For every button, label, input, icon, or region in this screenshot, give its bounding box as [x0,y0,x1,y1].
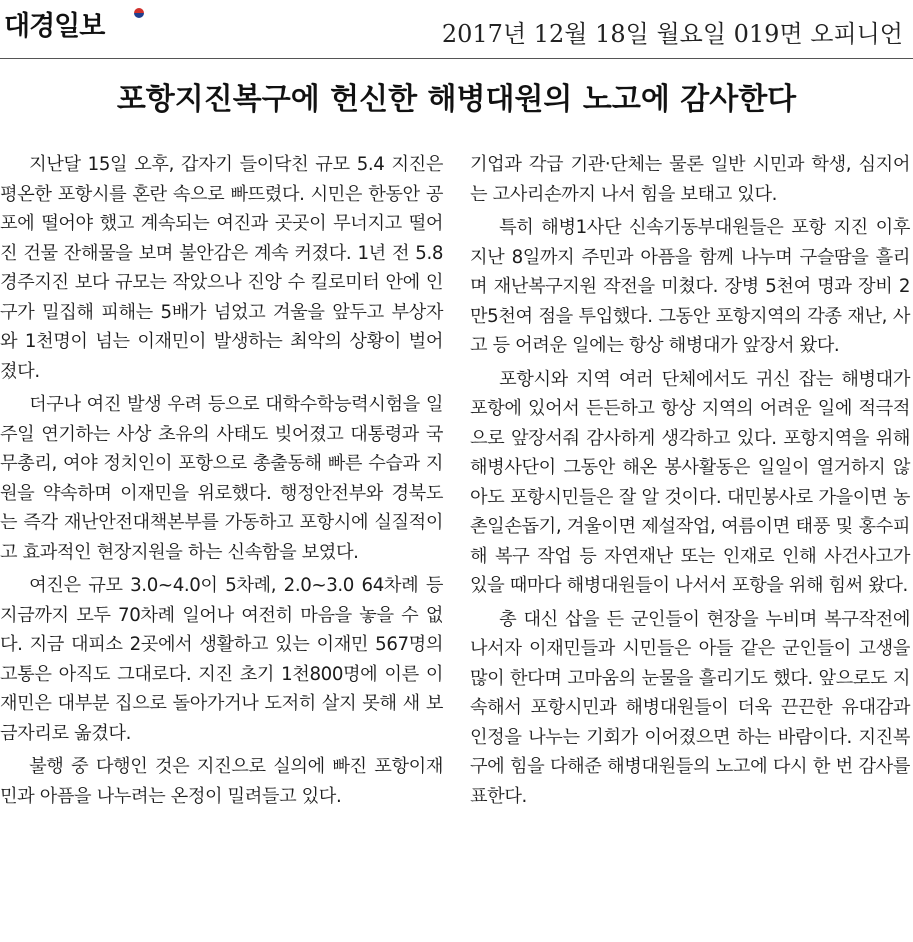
header-rule [0,58,913,59]
paragraph: 특히 해병1사단 신속기동부대원들은 포항 지진 이후 지난 8일까지 주민과 아픔을 함께 나누며 구슬땀을 흘리며 재난복구지원 작전을 미쳤다. 장병 5천여 명과 장비 2만5천여 점을 투입했다. 그동안 포항지역의 각종 재난, 사고 등 어려운 일에는 항상 해병대가 앞장서 왔다. [470,217,910,356]
article-column-left [0,150,443,815]
paragraph: 지난달 15일 오후, 갑자기 들이닥친 규모 5.4 지진은 평온한 포항시를 혼란 속으로 빠뜨렸다. 시민은 한동안 공포에 떨어야 했고 계속되는 여진과 곳곳이 무너지고 떨어진 건물 잔해물을 보며 불안감은 계속 커졌다. 1년 전 5.8 경주지진 보다 규모는 작았으나 진앙 수 킬로미터 안에 인구가 밀집해 피해는 5배가 넘었고 겨울을 앞두고 부상자와 1천명이 넘는 이재민이 발생하는 최악의 상황이 벌어졌다. [0,154,443,382]
article-column-right [470,150,910,815]
article-headline: 포항지진복구에 헌신한 해병대원의 노고에 감사한다 [116,82,797,117]
dateline: 2017년 12월 18일 월요일 019면 오피니언 [441,20,903,48]
paragraph: 여진은 규모 3.0~4.0이 5차례, 2.0~3.0 64차례 등 지금까지 모두 70차례 일어나 여전히 마음을 놓을 수 없다. 지금 대피소 2곳에서 생활하고 있는 이재민 567명의 고통은 아직도 그대로다. 지진 초기 1천800명에 이른 이재민은 대부분 집으로 돌아가거나 도저히 살지 못해 새 보금자리로 옮겼다. [0,575,443,744]
newspaper-logo: 대경일보 [4,11,105,42]
masthead [0,0,913,58]
paragraph: 불행 중 다행인 것은 지진으로 실의에 빠진 포항이재민과 아픔을 나누려는 온정이 밀려들고 있다. [0,756,443,807]
paragraph: 더구나 여진 발생 우려 등으로 대학수학능력시험을 일주일 연기하는 사상 초유의 사태도 빚어졌고 대통령과 국무총리, 여야 정치인이 포항으로 총출동해 빠른 수습과 지원을 약속하며 이재민을 위로했다. 행정안전부와 경북도는 즉각 재난안전대책본부를 가동하고 포항시에 실질적이고 효과적인 현장지원을 하는 신속함을 보였다. [0,394,443,563]
paragraph: 기업과 각급 기관·단체는 물론 일반 시민과 학생, 심지어는 고사리손까지 나서 힘을 보태고 있다. [470,154,910,205]
paragraph: 포항시와 지역 여러 단체에서도 귀신 잡는 해병대가 포항에 있어서 든든하고 항상 지역의 어려운 일에 적극적으로 앞장서줘 감사하게 생각하고 있다. 포항지역을 위해 해병사단이 그동안 해온 봉사활동은 일일이 열거하지 않아도 포항시민들은 잘 알 것이다. 대민봉사로 가을이면 농촌일손돕기, 겨울이면 제설작업, 여름이면 태풍 및 홍수피해 복구 작업 등 자연재난 또는 인재로 인해 사건사고가 있을 때마다 해병대원들이 나서서 포항을 위해 힘써 왔다. [470,368,910,596]
paragraph: 총 대신 삽을 든 군인들이 현장을 누비며 복구작전에 나서자 이재민들과 시민들은 아들 같은 군인들이 고생을 많이 한다며 고마움의 눈물을 흘리기도 했다. 앞으로도 지속해서 포항시민과 해병대원들이 더욱 끈끈한 유대감과 인정을 나누는 기회가 이어졌으면 하는 바람이다. 지진복구에 힘을 다해준 해병대원들의 노고에 다시 한 번 감사를 표한다. [470,608,910,807]
logo-mark-icon [132,6,146,20]
